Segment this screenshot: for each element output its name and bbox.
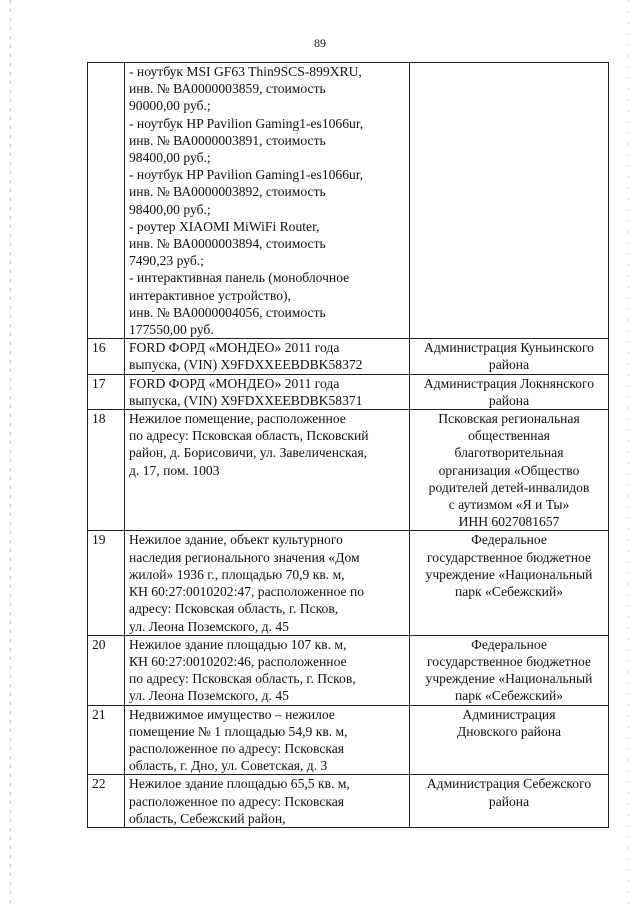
scan-edge-right — [628, 0, 629, 905]
property-description-line: - ноутбук HP Pavilion Gaming1-es1066ur, — [129, 115, 364, 131]
recipient-line: парк «Себежский» — [454, 584, 564, 600]
property-description-line: Нежилое помещение, расположенное — [129, 411, 346, 427]
recipient-line: ИНН 6027081657 — [458, 514, 560, 530]
property-description-line: инв. № ВА0000003891, стоимость — [129, 132, 326, 148]
recipient-line: с аутизмом «Я и Ты» — [448, 497, 570, 513]
property-description — [125, 339, 410, 374]
recipient-line: района — [488, 793, 530, 809]
property-description — [125, 410, 410, 531]
recipient-line: района — [488, 392, 530, 408]
table-row — [88, 635, 609, 705]
recipient-line: Администрация Локнянского — [423, 375, 595, 391]
property-description-line: 90000,00 руб.; — [129, 98, 211, 114]
property-description-line: район, д. Борисовичи, ул. Завеличенская, — [129, 445, 368, 461]
property-description-line: ул. Леона Поземского, д. 45 — [129, 688, 289, 704]
recipient-line: учреждение «Национальный — [425, 671, 593, 687]
property-description-line: наследия регионального значения «Дом — [129, 549, 360, 565]
recipient — [410, 705, 609, 775]
row-number: 21 — [88, 705, 125, 775]
table-row — [88, 775, 609, 828]
table-row — [88, 531, 609, 635]
property-description-line: FORD ФОРД «МОНДЕО» 2011 года — [129, 375, 340, 391]
recipient-line: парк «Себежский» — [454, 688, 564, 704]
table-row — [88, 410, 609, 531]
property-description-line: - роутер XIAOMI MiWiFi Router, — [129, 218, 320, 234]
property-description-line: Нежилое здание, объект культурного — [129, 532, 343, 548]
property-description-line: Нежилое здание площадью 65,5 кв. м, — [129, 776, 350, 792]
property-description-line: FORD ФОРД «МОНДЕО» 2011 года — [129, 340, 340, 356]
recipient-line: Псковская региональная — [438, 411, 580, 427]
table-row — [88, 63, 609, 339]
row-number: 18 — [88, 410, 125, 531]
row-number: 20 — [88, 635, 125, 705]
recipient — [410, 63, 609, 339]
recipient-line: организация «Общество — [438, 462, 580, 478]
property-description-line: 98400,00 руб.; — [129, 150, 211, 166]
recipient-line: государственное бюджетное — [427, 549, 591, 565]
property-transfer-table — [87, 62, 609, 828]
recipient-line: Федеральное — [471, 636, 547, 652]
table-row — [88, 339, 609, 374]
row-number: 22 — [88, 775, 125, 828]
property-description-line: - ноутбук MSI GF63 Thin9SCS-899XRU, — [129, 64, 362, 79]
recipient-line: Администрация Куньинского — [424, 340, 594, 356]
property-description-line: по адресу: Псковская область, г. Псков, — [129, 671, 356, 687]
recipient-line: благотворительная — [454, 445, 564, 461]
property-description-line: ул. Леона Поземского, д. 45 — [129, 618, 289, 634]
property-description-line: область, Себежский район, — [129, 810, 286, 826]
recipient — [410, 635, 609, 705]
property-description — [125, 775, 410, 828]
property-description-line: расположенное по адресу: Псковская — [129, 793, 345, 809]
recipient — [410, 410, 609, 531]
property-description — [125, 705, 410, 775]
property-description-line: помещение № 1 площадью 54,9 кв. м, — [129, 723, 348, 739]
property-description-line: КН 60:27:0010202:47, расположенное по — [129, 584, 365, 600]
row-number: 16 — [88, 339, 125, 374]
property-description — [125, 63, 410, 339]
recipient — [410, 775, 609, 828]
property-description-line: д. 17, пом. 1003 — [129, 462, 220, 478]
property-description — [125, 531, 410, 635]
property-description-line: - интерактивная панель (моноблочное — [129, 270, 350, 286]
property-description-line: область, г. Дно, ул. Советская, д. 3 — [129, 758, 328, 774]
table-row — [88, 705, 609, 775]
property-description — [125, 374, 410, 409]
property-description-line: инв. № ВА0000003894, стоимость — [129, 236, 326, 252]
row-number: 17 — [88, 374, 125, 409]
property-description-line: расположенное по адресу: Псковская — [129, 740, 345, 756]
page-number: 89 — [314, 36, 326, 50]
property-description-line: Недвижимое имущество – нежилое — [129, 706, 335, 722]
property-description-line: по адресу: Псковская область, Псковский — [129, 428, 369, 444]
property-description-line: 177550,00 руб. — [129, 322, 214, 338]
property-description-line: - ноутбук HP Pavilion Gaming1-es1066ur, — [129, 167, 364, 183]
property-description — [125, 635, 410, 705]
recipient-line: родителей детей-инвалидов — [428, 479, 590, 495]
property-description-line: 98400,00 руб.; — [129, 201, 211, 217]
property-description-line: КН 60:27:0010202:46, расположенное — [129, 653, 347, 669]
table-row — [88, 374, 609, 409]
recipient-line: Администрация Себежского — [426, 776, 592, 792]
recipient-line: района — [488, 357, 530, 373]
property-description-line: инв. № ВА0000003892, стоимость — [129, 184, 326, 200]
table-body — [88, 63, 609, 828]
property-description-line: 7490,23 руб.; — [129, 253, 204, 269]
recipient — [410, 339, 609, 374]
row-number — [88, 63, 125, 339]
recipient-line: Администрация — [462, 706, 556, 722]
recipient-line: государственное бюджетное — [427, 653, 591, 669]
property-description-line: выпуска, (VIN) X9FDXXEEBDBK58372 — [129, 357, 363, 373]
property-description-line: Нежилое здание площадью 107 кв. м, — [129, 636, 347, 652]
property-description-line: интерактивное устройство), — [129, 287, 291, 303]
recipient — [410, 531, 609, 635]
property-description-line: адресу: Псковская область, г. Псков, — [129, 601, 339, 617]
recipient-line: Федеральное — [471, 532, 547, 548]
recipient-line: учреждение «Национальный — [425, 566, 593, 582]
scan-edge-left — [10, 0, 11, 905]
property-description-line: выпуска, (VIN) X9FDXXEEBDBK58371 — [129, 392, 363, 408]
property-description-line: жилой» 1936 г., площадью 70,9 кв. м, — [129, 566, 345, 582]
recipient — [410, 374, 609, 409]
recipient-line: общественная — [468, 428, 550, 444]
recipient-line: Дновского района — [456, 723, 562, 739]
property-description-line: инв. № ВА0000004056, стоимость — [129, 304, 326, 320]
row-number: 19 — [88, 531, 125, 635]
property-description-line: инв. № ВА0000003859, стоимость — [129, 81, 326, 97]
